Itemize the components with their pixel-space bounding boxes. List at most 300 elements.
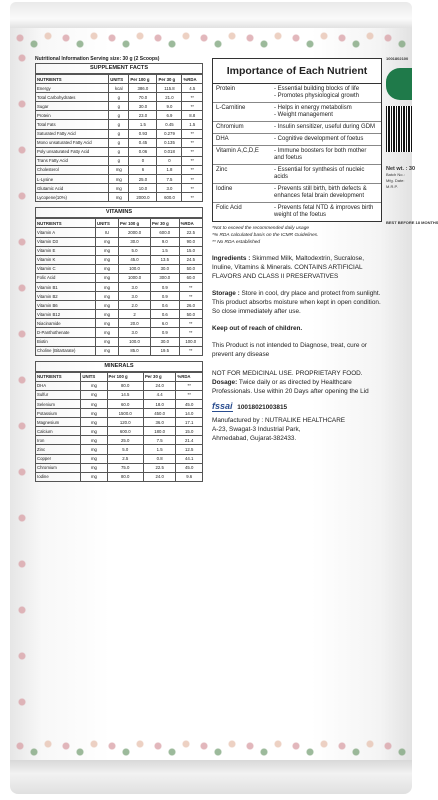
nutrient-value: kcal xyxy=(109,84,129,93)
ingredients-label: Ingredients : xyxy=(212,255,251,262)
edge-net-wt: Net wt. : 30 xyxy=(386,166,416,172)
nutrient-name: Vitamin B12 xyxy=(36,310,96,319)
nutrient-label: Protein xyxy=(216,86,236,92)
nutrient-value: 0.9 xyxy=(151,292,180,301)
nutrient-value: 4.5 xyxy=(182,84,203,93)
nutrient-value: 1500.0 xyxy=(107,409,143,418)
nutrient-value: 6.9 xyxy=(157,111,182,120)
nutrient-value: 2000.0 xyxy=(129,193,157,202)
nutrient-value: ** xyxy=(182,147,203,156)
nutrient-value: 50.0 xyxy=(179,310,202,319)
nutrient-value: 15.0 xyxy=(176,427,203,436)
footnote: *Not to exceed the recommended daily usage xyxy=(212,226,310,231)
column-header: NUTRIENTS xyxy=(36,75,109,84)
nutrient-value: mg xyxy=(96,282,119,291)
supplement-row xyxy=(36,165,203,174)
nutrient-value: g xyxy=(109,156,129,165)
nutrient-value: ** xyxy=(182,175,203,184)
vitamins-body xyxy=(36,228,203,355)
nutrient-value: ** xyxy=(182,129,203,138)
nutrient-value: 0 xyxy=(157,156,182,165)
mineral-row xyxy=(36,427,203,436)
nutrient-value: 120.0 xyxy=(107,418,143,427)
nutrient-benefit: - Prevents fetal NTD & improves birth weight of the foetus xyxy=(274,205,374,218)
nutrient-value: 19.5 xyxy=(151,346,180,355)
dosage-label: Dosage: xyxy=(212,379,238,386)
supplement-header-row xyxy=(36,75,203,84)
nutrient-name: Total Fats xyxy=(36,120,109,129)
nutrient-value: 75.0 xyxy=(107,463,143,472)
supplement-row xyxy=(36,111,203,120)
nutrient-value: 3.0 xyxy=(119,292,151,301)
floral-border-top xyxy=(10,30,412,50)
nutrient-name: Vitamin E xyxy=(36,246,96,255)
nutrient-value: 26.0 xyxy=(179,301,202,310)
edge-fssai: 1001802100 xyxy=(386,56,409,61)
nutrient-value: 85.0 xyxy=(119,346,151,355)
nutrient-value: ** xyxy=(182,184,203,193)
nutrient-value: ** xyxy=(182,165,203,174)
nutrient-value: 23.0 xyxy=(129,111,157,120)
nutrient-value: 0.135 xyxy=(157,138,182,147)
nutrient-value: 1.8 xyxy=(157,165,182,174)
importance-rows xyxy=(213,84,381,221)
nutrient-value: 80.0 xyxy=(107,472,143,481)
vitamins-header-row xyxy=(36,219,203,228)
column-header: %RDA xyxy=(179,219,202,228)
nutrient-value: 386.0 xyxy=(129,84,157,93)
ingredients-text: Skimmed Milk, Maltodextrin, Sucralose, Inuline, Vitamins & Minerals. xyxy=(212,255,365,271)
nutrient-label: Iodine xyxy=(216,186,233,192)
nutrient-value: mg xyxy=(81,463,107,472)
nutrient-value: 22.5 xyxy=(179,228,202,237)
nutrient-value: 100.0 xyxy=(119,337,151,346)
floral-border-bottom xyxy=(10,738,412,760)
nutrient-value: 180.0 xyxy=(143,427,175,436)
nutrient-value: 15.0 xyxy=(179,246,202,255)
nutrient-value: ** xyxy=(179,319,202,328)
veg-badge-icon xyxy=(386,68,412,100)
nutrient-value: 2.5 xyxy=(107,454,143,463)
supplement-row xyxy=(36,193,203,202)
nutrient-value: ** xyxy=(182,138,203,147)
nutrient-label: Zinc xyxy=(216,167,228,173)
nutrient-value: 9.0 xyxy=(151,237,180,246)
mineral-row xyxy=(36,445,203,454)
nutrient-name: Poly unsaturated Fatty Acid xyxy=(36,147,109,156)
supplement-row xyxy=(36,93,203,102)
nutrient-value: g xyxy=(109,129,129,138)
nutrient-value: ** xyxy=(182,93,203,102)
nutrient-value: 36.0 xyxy=(143,418,175,427)
nutrient-value: mg xyxy=(96,246,119,255)
column-header: NUTRIENTS xyxy=(36,219,96,228)
importance-row xyxy=(213,184,381,203)
nutrient-value: mg xyxy=(96,337,119,346)
nutrient-value: 14.5 xyxy=(107,390,143,399)
vitamin-row xyxy=(36,273,203,282)
nutrient-value: 45.0 xyxy=(119,255,151,264)
nutrient-name: Biotin xyxy=(36,337,96,346)
nutrient-name: Magnesium xyxy=(36,418,81,427)
nutrient-name: Niacinamide xyxy=(36,319,96,328)
manufacturer-address: A-23, Swagat-3 Industrial Park, xyxy=(212,426,301,433)
footnotes xyxy=(212,225,382,246)
nutrient-value: g xyxy=(109,147,129,156)
nutrient-name: D-Panthothenate xyxy=(36,328,96,337)
nutrient-value: 44.1 xyxy=(176,454,203,463)
nutrient-name: Trans Fatty Acid xyxy=(36,156,109,165)
nutrient-value: 0.93 xyxy=(129,129,157,138)
nutrient-value: 8.8 xyxy=(182,111,203,120)
nutrient-value: mg xyxy=(81,427,107,436)
nutrient-value: 100.0 xyxy=(179,337,202,346)
nutrient-value: 450.0 xyxy=(143,409,175,418)
medicinal-notice xyxy=(212,369,382,396)
nutrient-value: ** xyxy=(179,328,202,337)
nutrient-value: 5.0 xyxy=(119,246,151,255)
column-header: UNITS xyxy=(109,75,129,84)
footnote: ** No RDA established xyxy=(212,240,261,245)
storage-label: Storage : xyxy=(212,290,240,297)
edge-batch: Batch No.: xyxy=(386,172,405,177)
manufacturer-city: Ahmedabad, Gujarat-382433. xyxy=(212,435,297,442)
importance-row xyxy=(213,134,381,146)
fssai-block xyxy=(212,402,382,412)
nutrient-label: DHA xyxy=(216,136,229,142)
mineral-row xyxy=(36,390,203,399)
nutrient-value: mg xyxy=(96,346,119,355)
nutrient-value: 21.0 xyxy=(157,93,182,102)
nutrient-value: ** xyxy=(182,156,203,165)
column-header: UNITS xyxy=(81,372,107,381)
nutrient-value: 1.5 xyxy=(182,120,203,129)
supplement-row xyxy=(36,129,203,138)
nutrient-value: mg xyxy=(81,381,107,390)
nutrient-value: 5.0 xyxy=(107,445,143,454)
manufacturer-label: Manufactured by : xyxy=(212,417,264,424)
nutrient-value: 12.5 xyxy=(176,445,203,454)
nutrient-value: 30.0 xyxy=(151,337,180,346)
column-header: Per 30 g xyxy=(151,219,180,228)
nutrient-value: g xyxy=(109,111,129,120)
minerals-body xyxy=(36,381,203,481)
nutrient-value: 600.0 xyxy=(151,228,180,237)
nutrient-name: Iron xyxy=(36,436,81,445)
storage-block xyxy=(212,289,382,316)
nutrient-value: 90.0 xyxy=(179,237,202,246)
nutrient-value: 60.0 xyxy=(179,273,202,282)
mineral-row xyxy=(36,436,203,445)
vitamins-table xyxy=(35,218,203,355)
nutrient-value: 600.0 xyxy=(157,193,182,202)
nutrient-value: mg xyxy=(109,165,129,174)
nutrient-value: 0.9 xyxy=(151,282,180,291)
vitamin-row xyxy=(36,346,203,355)
vitamin-row xyxy=(36,237,203,246)
nutrient-value: 0.45 xyxy=(129,138,157,147)
nutrient-value: 2000.0 xyxy=(119,228,151,237)
mineral-row xyxy=(36,418,203,427)
nutrient-value: mg xyxy=(109,175,129,184)
importance-row xyxy=(213,103,381,122)
nutrient-value: g xyxy=(109,102,129,111)
nutrient-benefit: - Prevents still birth, birth defects & enhances fetal brain development xyxy=(274,186,367,199)
nutrient-value: 0.279 xyxy=(157,129,182,138)
vitamin-row xyxy=(36,228,203,237)
footnote: *% RDA calculated basis on the ICMR Guidelines. xyxy=(212,233,319,238)
nutrient-value: 2 xyxy=(119,310,151,319)
nutrient-value: 10.0 xyxy=(129,184,157,193)
nutrient-name: Vitamin C xyxy=(36,264,96,273)
column-header: %RDA xyxy=(176,372,203,381)
column-header: Per 100 g xyxy=(119,219,151,228)
nutrient-value: mg xyxy=(96,273,119,282)
manufacturer-block xyxy=(212,416,382,443)
nutrient-value: 300.0 xyxy=(151,273,180,282)
nutrient-name: Choline (Bitartarate) xyxy=(36,346,96,355)
nutrient-benefit: - Essential building blocks of life - Promotes physiological growth xyxy=(274,86,360,99)
nutrient-name: Sulfur xyxy=(36,390,81,399)
nutrient-name: L-Lysine xyxy=(36,175,109,184)
nutrient-value: 1000.0 xyxy=(119,273,151,282)
nutrient-value: ** xyxy=(179,292,202,301)
nutrient-value: 600.0 xyxy=(107,427,143,436)
nutrient-name: Chromium xyxy=(36,463,81,472)
nutrient-value: mg xyxy=(96,264,119,273)
supplement-row xyxy=(36,184,203,193)
mineral-row xyxy=(36,381,203,390)
nutrient-name: DHA xyxy=(36,381,81,390)
nutrient-value: mg xyxy=(81,418,107,427)
mineral-row xyxy=(36,400,203,409)
nutrient-value: 0.45 xyxy=(157,120,182,129)
nutrient-value: 0.6 xyxy=(151,301,180,310)
nutrient-name: Vitamin D3 xyxy=(36,237,96,246)
storage-text: Store in cool, dry place and protect from sunlight. This product absorbs moisture when kept in open condition. So close immediately after use. xyxy=(212,290,381,315)
nutrient-value: 1.5 xyxy=(151,246,180,255)
column-header: Per 30 g xyxy=(143,372,175,381)
mineral-row xyxy=(36,454,203,463)
column-header: Per 100 g xyxy=(129,75,157,84)
nutrient-value: 0.6 xyxy=(151,310,180,319)
nutrient-name: Vitamin B2 xyxy=(36,292,96,301)
nutrient-value: g xyxy=(109,93,129,102)
nutrient-value: 70.0 xyxy=(129,93,157,102)
nutrient-value: 4.4 xyxy=(143,390,175,399)
fssai-number: 10018021003815 xyxy=(237,404,288,411)
nutrient-value: mg xyxy=(81,409,107,418)
nutrient-value: 45.0 xyxy=(176,400,203,409)
nutrient-label: Vitamin A,C,D,E xyxy=(216,148,259,154)
nutrient-name: Potassium xyxy=(36,409,81,418)
nutrient-value: 6 xyxy=(129,165,157,174)
edge-mrp: M.R.P. xyxy=(386,184,398,189)
nutrient-name: Folic Acid xyxy=(36,273,96,282)
nutrient-benefit: - Insulin sensitizer, useful during GDM xyxy=(274,124,376,130)
nutrient-value: mg xyxy=(109,184,129,193)
nutrient-value: 0.06 xyxy=(129,147,157,156)
info-panel xyxy=(212,58,382,443)
nutrient-value: 14.0 xyxy=(176,409,203,418)
nutrient-value: mg xyxy=(96,328,119,337)
nutrient-name: Protein xyxy=(36,111,109,120)
floral-border-left xyxy=(12,50,30,740)
mineral-row xyxy=(36,463,203,472)
nutrient-name: Cholesterol xyxy=(36,165,109,174)
nutrient-value: 7.5 xyxy=(157,175,182,184)
nutrient-value: ** xyxy=(182,102,203,111)
nutrient-value: ** xyxy=(176,381,203,390)
supplement-row xyxy=(36,84,203,93)
nutrient-value: 20.0 xyxy=(119,319,151,328)
nutrient-value: 25.0 xyxy=(129,175,157,184)
importance-title: Importance of Each Nutrient xyxy=(213,59,381,84)
nutrient-name: Zinc xyxy=(36,445,81,454)
column-header: Per 30 g xyxy=(157,75,182,84)
nutrient-value: 100.0 xyxy=(119,264,151,273)
nutrient-name: Vitamin A xyxy=(36,228,96,237)
nutrient-value: 0.8 xyxy=(143,454,175,463)
nutrient-value: 0 xyxy=(129,156,157,165)
vitamin-row xyxy=(36,301,203,310)
edge-mfg: Mfg. Date: xyxy=(386,178,405,183)
nutrient-benefit: - Immune boosters for both mother and foetus xyxy=(274,148,367,161)
nutrient-value: 13.5 xyxy=(151,255,180,264)
nutrient-value: 60.0 xyxy=(107,400,143,409)
medicinal-text: NOT FOR MEDICINAL USE. PROPRIETARY FOOD. xyxy=(212,370,363,377)
dosage-text: Twice daily or as directed by Healthcare Professionals. Use within 20 Days after opening the Lid xyxy=(212,379,369,395)
nutrient-value: g xyxy=(109,120,129,129)
nutrient-name: Selenium xyxy=(36,400,81,409)
nutrient-value: 0.018 xyxy=(157,147,182,156)
nutrient-value: 22.5 xyxy=(143,463,175,472)
nutrient-value: ** xyxy=(179,282,202,291)
mineral-row xyxy=(36,472,203,481)
nutrient-value: 24.0 xyxy=(143,381,175,390)
nutrient-value: 7.5 xyxy=(143,436,175,445)
supplement-row xyxy=(36,175,203,184)
nutrient-value: 1.5 xyxy=(129,120,157,129)
nutrient-value: 3.0 xyxy=(157,184,182,193)
nutrient-benefit: - Cognitive development of foetus xyxy=(274,136,364,142)
nutrient-value: 17.1 xyxy=(176,418,203,427)
nutrient-name: Energy xyxy=(36,84,109,93)
nutrient-value: 115.8 xyxy=(157,84,182,93)
importance-row xyxy=(213,122,381,134)
minerals-header-row xyxy=(36,372,203,381)
nutrient-benefit: - Helps in energy metabolism - Weight management xyxy=(274,105,352,118)
nutrient-value: 0.9 xyxy=(151,328,180,337)
supplement-facts-title: SUPPLEMENT FACTS xyxy=(35,63,203,74)
nutrient-value: mg xyxy=(96,255,119,264)
nutrient-label: Folic Acid xyxy=(216,205,242,211)
nutrient-value: mg xyxy=(96,237,119,246)
can-base xyxy=(10,760,412,794)
edge-best-before: BEST BEFORE 18 MONTHS xyxy=(386,220,438,225)
ingredients-contains: CONTAINS ARTIFICIAL FLAVORS AND CLASS II PRESERVATIVES xyxy=(212,264,363,280)
nutrient-value: IU xyxy=(96,228,119,237)
supplement-row xyxy=(36,120,203,129)
column-header: NUTRIENTS xyxy=(36,372,81,381)
nutrient-value: mg xyxy=(81,445,107,454)
nutrient-name: Iodine xyxy=(36,472,81,481)
nutrient-value: mg xyxy=(81,472,107,481)
nutrient-value: 24.5 xyxy=(179,255,202,264)
vitamin-row xyxy=(36,282,203,291)
nutrient-name: Copper xyxy=(36,454,81,463)
nutrient-name: Total Carbohydrates xyxy=(36,93,109,102)
nutrient-value: mg xyxy=(109,193,129,202)
ingredients-block xyxy=(212,254,382,281)
nutrient-value: mg xyxy=(81,390,107,399)
importance-row xyxy=(213,165,381,184)
nutrient-value: 1.5 xyxy=(143,445,175,454)
nutrient-value: mg xyxy=(96,292,119,301)
vitamin-row xyxy=(36,292,203,301)
vitamin-row xyxy=(36,264,203,273)
minerals-table xyxy=(35,372,203,482)
supplement-row xyxy=(36,102,203,111)
vitamins-title: VITAMINS xyxy=(35,207,203,218)
supplement-row xyxy=(36,147,203,156)
minerals-title: MINERALS xyxy=(35,361,203,372)
nutrient-name: Vitamin B1 xyxy=(36,282,96,291)
nutrient-name: Vitamin K xyxy=(36,255,96,264)
importance-row xyxy=(213,146,381,165)
nutrient-value: 21.4 xyxy=(176,436,203,445)
supplement-row xyxy=(36,138,203,147)
nutrient-value: 3.0 xyxy=(119,328,151,337)
nutrient-value: 3.0 xyxy=(119,282,151,291)
nutrient-value: 80.0 xyxy=(107,381,143,390)
vitamin-row xyxy=(36,337,203,346)
column-header: UNITS xyxy=(96,219,119,228)
nutrient-benefit: - Essential for synthesis of nucleic acids xyxy=(274,167,365,180)
vitamin-row xyxy=(36,255,203,264)
supplement-row xyxy=(36,156,203,165)
nutrient-name: Sugar xyxy=(36,102,109,111)
nutrient-value: mg xyxy=(96,319,119,328)
vitamin-row xyxy=(36,319,203,328)
nutrient-value: 30.0 xyxy=(151,264,180,273)
nutrient-name: Saturated Fatty Acid xyxy=(36,129,109,138)
vitamin-row xyxy=(36,246,203,255)
supplement-table xyxy=(35,74,203,202)
nutrient-value: mg xyxy=(96,310,119,319)
nutrient-value: 9.0 xyxy=(157,102,182,111)
nutrient-value: 6.0 xyxy=(151,319,180,328)
nutrient-name: Calcium xyxy=(36,427,81,436)
mineral-row xyxy=(36,409,203,418)
manufacturer-name: NUTRALIKE HEALTHCARE xyxy=(264,417,346,424)
barcode-icon xyxy=(386,106,412,152)
fssai-logo-icon: fssai xyxy=(212,401,233,411)
nutrient-value: g xyxy=(109,138,129,147)
importance-row xyxy=(213,203,381,221)
nutrient-value: 24.0 xyxy=(143,472,175,481)
column-header: Per 100 g xyxy=(107,372,143,381)
nutrient-value: 2.0 xyxy=(119,301,151,310)
nutrient-value: 25.0 xyxy=(107,436,143,445)
nutrient-name: Glutamic Acid xyxy=(36,184,109,193)
nutrient-value: 30.0 xyxy=(129,102,157,111)
nutrient-value: mg xyxy=(81,436,107,445)
nutrient-value: ** xyxy=(179,346,202,355)
column-header: %RDA xyxy=(182,75,203,84)
nutrient-value: ** xyxy=(182,193,203,202)
can-lid xyxy=(10,2,412,31)
